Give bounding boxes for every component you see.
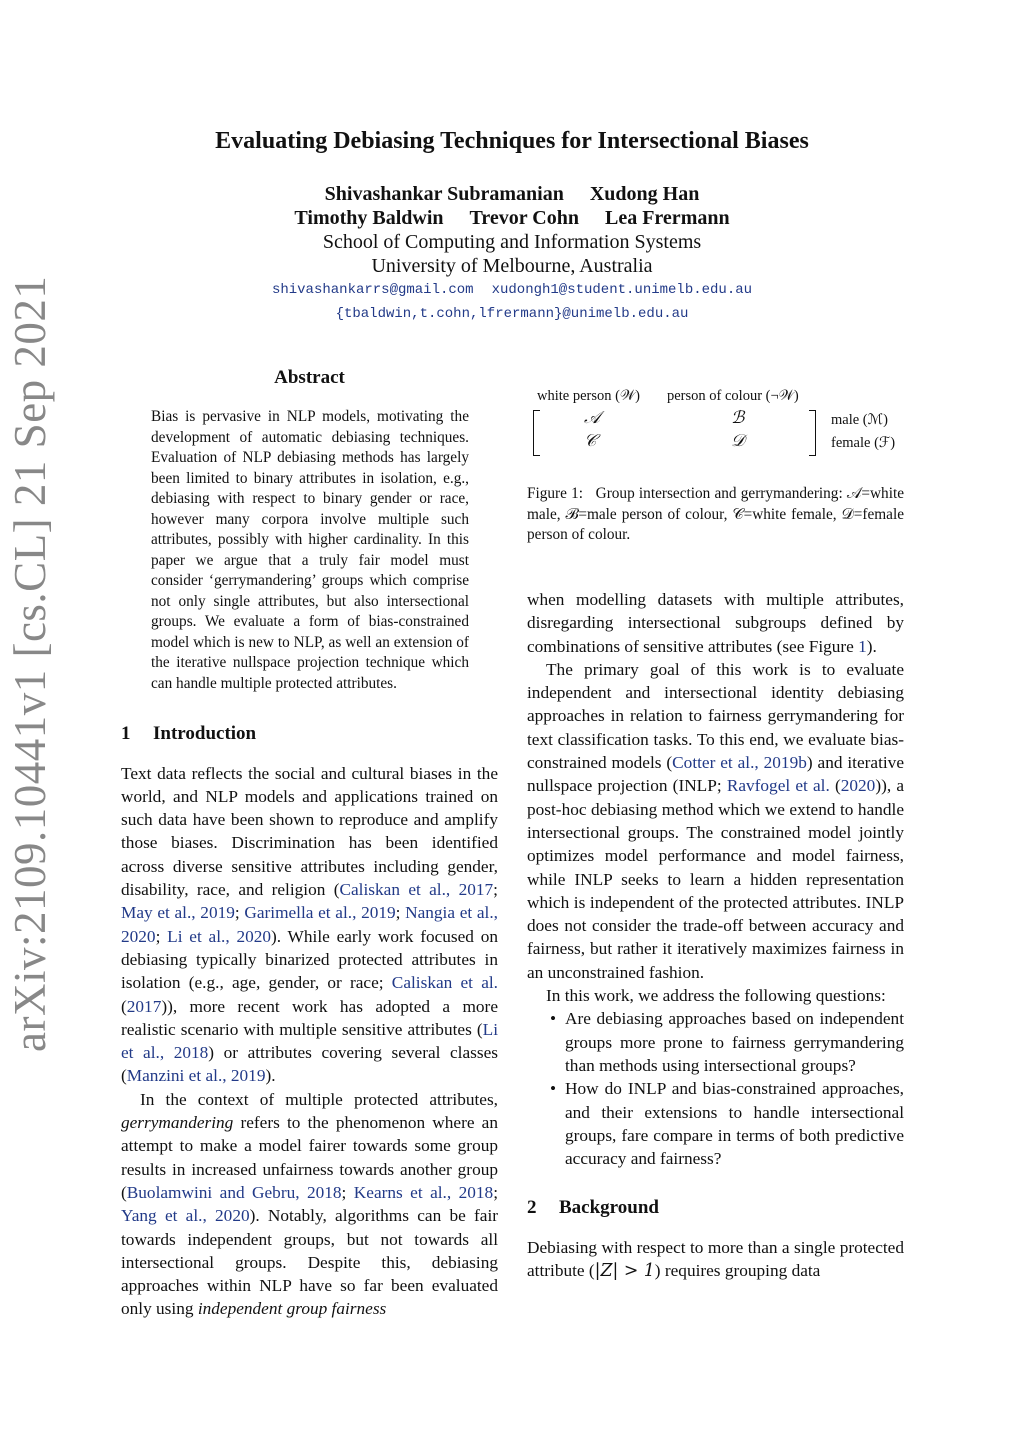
author-name: Timothy Baldwin (294, 207, 444, 229)
section-heading-introduction (121, 722, 498, 745)
citation-link[interactable]: Caliskan et al., 2017 (339, 880, 494, 900)
text-run: ; (493, 1182, 498, 1202)
text-run: In the context of multiple protected attributes, (140, 1089, 498, 1109)
author-email[interactable]: xudongh1@student.unimelb.edu.au (491, 282, 753, 298)
text-run: ) or attributes covering several classes ( (121, 1043, 498, 1086)
list-item: • How do INLP and bias-constrained approaches, and their extensions to handle intersectional groups, fare compare in terms of both predictive accuracy and fairness? (527, 1077, 904, 1170)
text-run: ). (866, 636, 877, 656)
author-line-1 (0, 182, 1024, 206)
section-heading-background (527, 1196, 904, 1219)
citation-link[interactable]: 2020 (840, 776, 876, 796)
paragraph (527, 658, 904, 984)
right-column (527, 588, 904, 1283)
column-header: person of colour (¬𝒲) (667, 388, 799, 404)
figure-1 (527, 386, 904, 546)
emphasis: gerrymandering (121, 1113, 234, 1133)
author-name: Trevor Cohn (469, 207, 579, 229)
text-run: )), more recent work has adopted a more realistic scenario with multiple sensitive attributes ( (121, 996, 498, 1039)
cell-b: ℬ (731, 408, 745, 428)
paragraph: In this work, we address the following questions: (546, 986, 886, 1006)
paragraph (527, 588, 904, 658)
emphasis: independent group fairness (197, 1299, 387, 1319)
left-bracket (533, 410, 540, 456)
citation-link[interactable]: Nangia et al., 2020 (121, 903, 498, 946)
affiliation-line: University of Melbourne, Australia (371, 255, 653, 277)
cell-c: 𝒞 (584, 431, 597, 451)
section-title: Background (559, 1197, 659, 1219)
section-title: Introduction (153, 723, 257, 745)
text-run: ( (121, 996, 127, 1016)
affiliation-line: School of Computing and Information Systems (322, 231, 702, 253)
text-run: when modelling datasets with multiple attributes, disregarding intersectional subgroups defined by combinations of sensitive attributes (see Figure (527, 590, 904, 656)
text-run: ). While early work focused on debiasing typically binarized protected attributes in isolation (e.g., age, gender, or race; (121, 926, 498, 993)
text-run: Text data reflects the social and cultural biases in the world, and NLP models and applications trained on such data have been shown to reproduce and amplify those biases. Discrimination has been identified across diverse sensitive attributes including gender, disability, race, and religion ( (121, 763, 498, 900)
text-run: ; (341, 1182, 354, 1202)
author-block (0, 182, 1024, 326)
section-number: 1 (121, 723, 131, 745)
citation-link[interactable]: Kearns et al., 2018 (353, 1182, 494, 1202)
author-name: Lea Frermann (604, 207, 730, 229)
list-item: • Are debiasing approaches based on independent groups more prone to fairness gerrymandering than methods using intersectional groups? (527, 1007, 904, 1077)
email-line-1 (0, 278, 1024, 302)
abstract-heading: Abstract (274, 367, 345, 388)
citation-link[interactable]: Garimella et al., 2019 (244, 903, 396, 923)
paragraph (121, 762, 498, 1088)
citation-link[interactable]: Buolamwini and Gebru, 2018 (126, 1182, 342, 1202)
question-list (527, 1007, 904, 1170)
email-line-2 (0, 302, 1024, 326)
author-email[interactable]: {tbaldwin,t.cohn,lfrermann}@unimelb.edu.au (335, 306, 689, 322)
citation-link[interactable]: Li et al., 2020 (167, 926, 272, 946)
cell-d: 𝒟 (731, 431, 745, 451)
figure-reference-link[interactable]: 1 (858, 636, 867, 656)
section-number: 2 (527, 1197, 537, 1219)
text-run: ) and iterative nullspace projection (INLP; (527, 753, 904, 796)
paper-title: Evaluating Debiasing Techniques for Intersectional Biases (215, 128, 809, 154)
citation-link[interactable]: Li et al., 2018 (121, 1019, 498, 1063)
text-run: ). (265, 1066, 276, 1086)
text-run: ; (395, 903, 406, 923)
author-name: Shivashankar Subramanian (324, 183, 564, 205)
math-expression: |Z| > 1 (594, 1261, 655, 1282)
paragraph (527, 1236, 904, 1284)
author-email[interactable]: shivashankarrs@gmail.com (271, 282, 474, 298)
caption-text: Group intersection and gerrymandering: 𝒜=white male, ℬ=male person of colour, 𝒞=white female, 𝒟=female person of colour. (527, 485, 904, 543)
citation-link[interactable]: 2017 (126, 996, 162, 1016)
author-line-2 (0, 206, 1024, 230)
figure-caption (527, 484, 904, 546)
text-run: refers to the phenomenon where an attempt to make a model fairer towards some group results in increased unfairness towards another group ( (121, 1113, 498, 1202)
text-run: ) requires grouping data (654, 1261, 821, 1281)
citation-link[interactable]: Ravfogel et al. (726, 776, 830, 796)
text-run: ; (234, 903, 245, 923)
author-name: Xudong Han (589, 183, 700, 205)
right-bracket (809, 410, 816, 456)
cell-a: 𝒜 (584, 408, 601, 428)
text-run: )), a post-hoc debiasing method which we extend to handle intersectional groups. The constrained model jointly optimizes model performance and model fairness, while INLP seeks to learn a hidden representation which is independent of the protected attributes. INLP does not consider the trade-off between accuracy and fairness, but rather it iteratively maximizes fairness in an unconstrained fashion. (527, 776, 904, 982)
text-run: ; (155, 926, 168, 946)
arxiv-identifier: arXiv:2109.10441v1 [cs.CL] 21 Sep 2021 (5, 275, 55, 1052)
group-intersection-matrix (527, 386, 904, 456)
column-header: white person (𝒲) (537, 388, 640, 404)
text-run: ( (829, 776, 841, 796)
row-label: female (ℱ) (831, 435, 896, 451)
citation-link[interactable]: Yang et al., 2020 (121, 1206, 250, 1226)
citation-link[interactable]: Manzini et al., 2019 (126, 1066, 266, 1086)
text-run: ). Notably, algorithms can be fair towards independent groups, but not towards all intersectional groups. Despite this, debiasing approaches within NLP have so far been evaluated only using (121, 1206, 498, 1319)
citation-link[interactable]: Caliskan et al. (391, 973, 498, 993)
text-run: ; (493, 880, 498, 900)
citation-link[interactable]: Cotter et al., 2019b (672, 753, 807, 773)
text-run: Debiasing with respect to more than a single protected attribute ( (527, 1237, 904, 1281)
paragraph (121, 1088, 498, 1321)
left-column (121, 366, 498, 1321)
caption-label: Figure 1: (527, 485, 584, 502)
abstract-body: Bias is pervasive in NLP models, motivating the development of automatic debiasing techniques. Evaluation of NLP debiasing methods has largely been limited to binary attributes in isolation, e.g., debiasing with respect to binary gender or race, however many corpora involve multiple such attributes, possibly with higher cardinality. In this paper we argue that a truly fair model must consider ‘gerrymandering’ groups which comprise not only single attributes, but also intersectional groups. We evaluate a form of bias-constrained model which is new to NLP, as well an extension of the iterative nullspace projection technique which can handle multiple protected attributes. (151, 408, 469, 692)
text-run: The primary goal of this work is to evaluate independent and intersectional identity debiasing approaches in relation to fairness gerrymandering for text classification tasks. To this end, we evaluate bias-constrained models ( (527, 659, 904, 773)
citation-link[interactable]: May et al., 2019 (121, 903, 235, 923)
row-label: male (ℳ) (831, 412, 888, 428)
